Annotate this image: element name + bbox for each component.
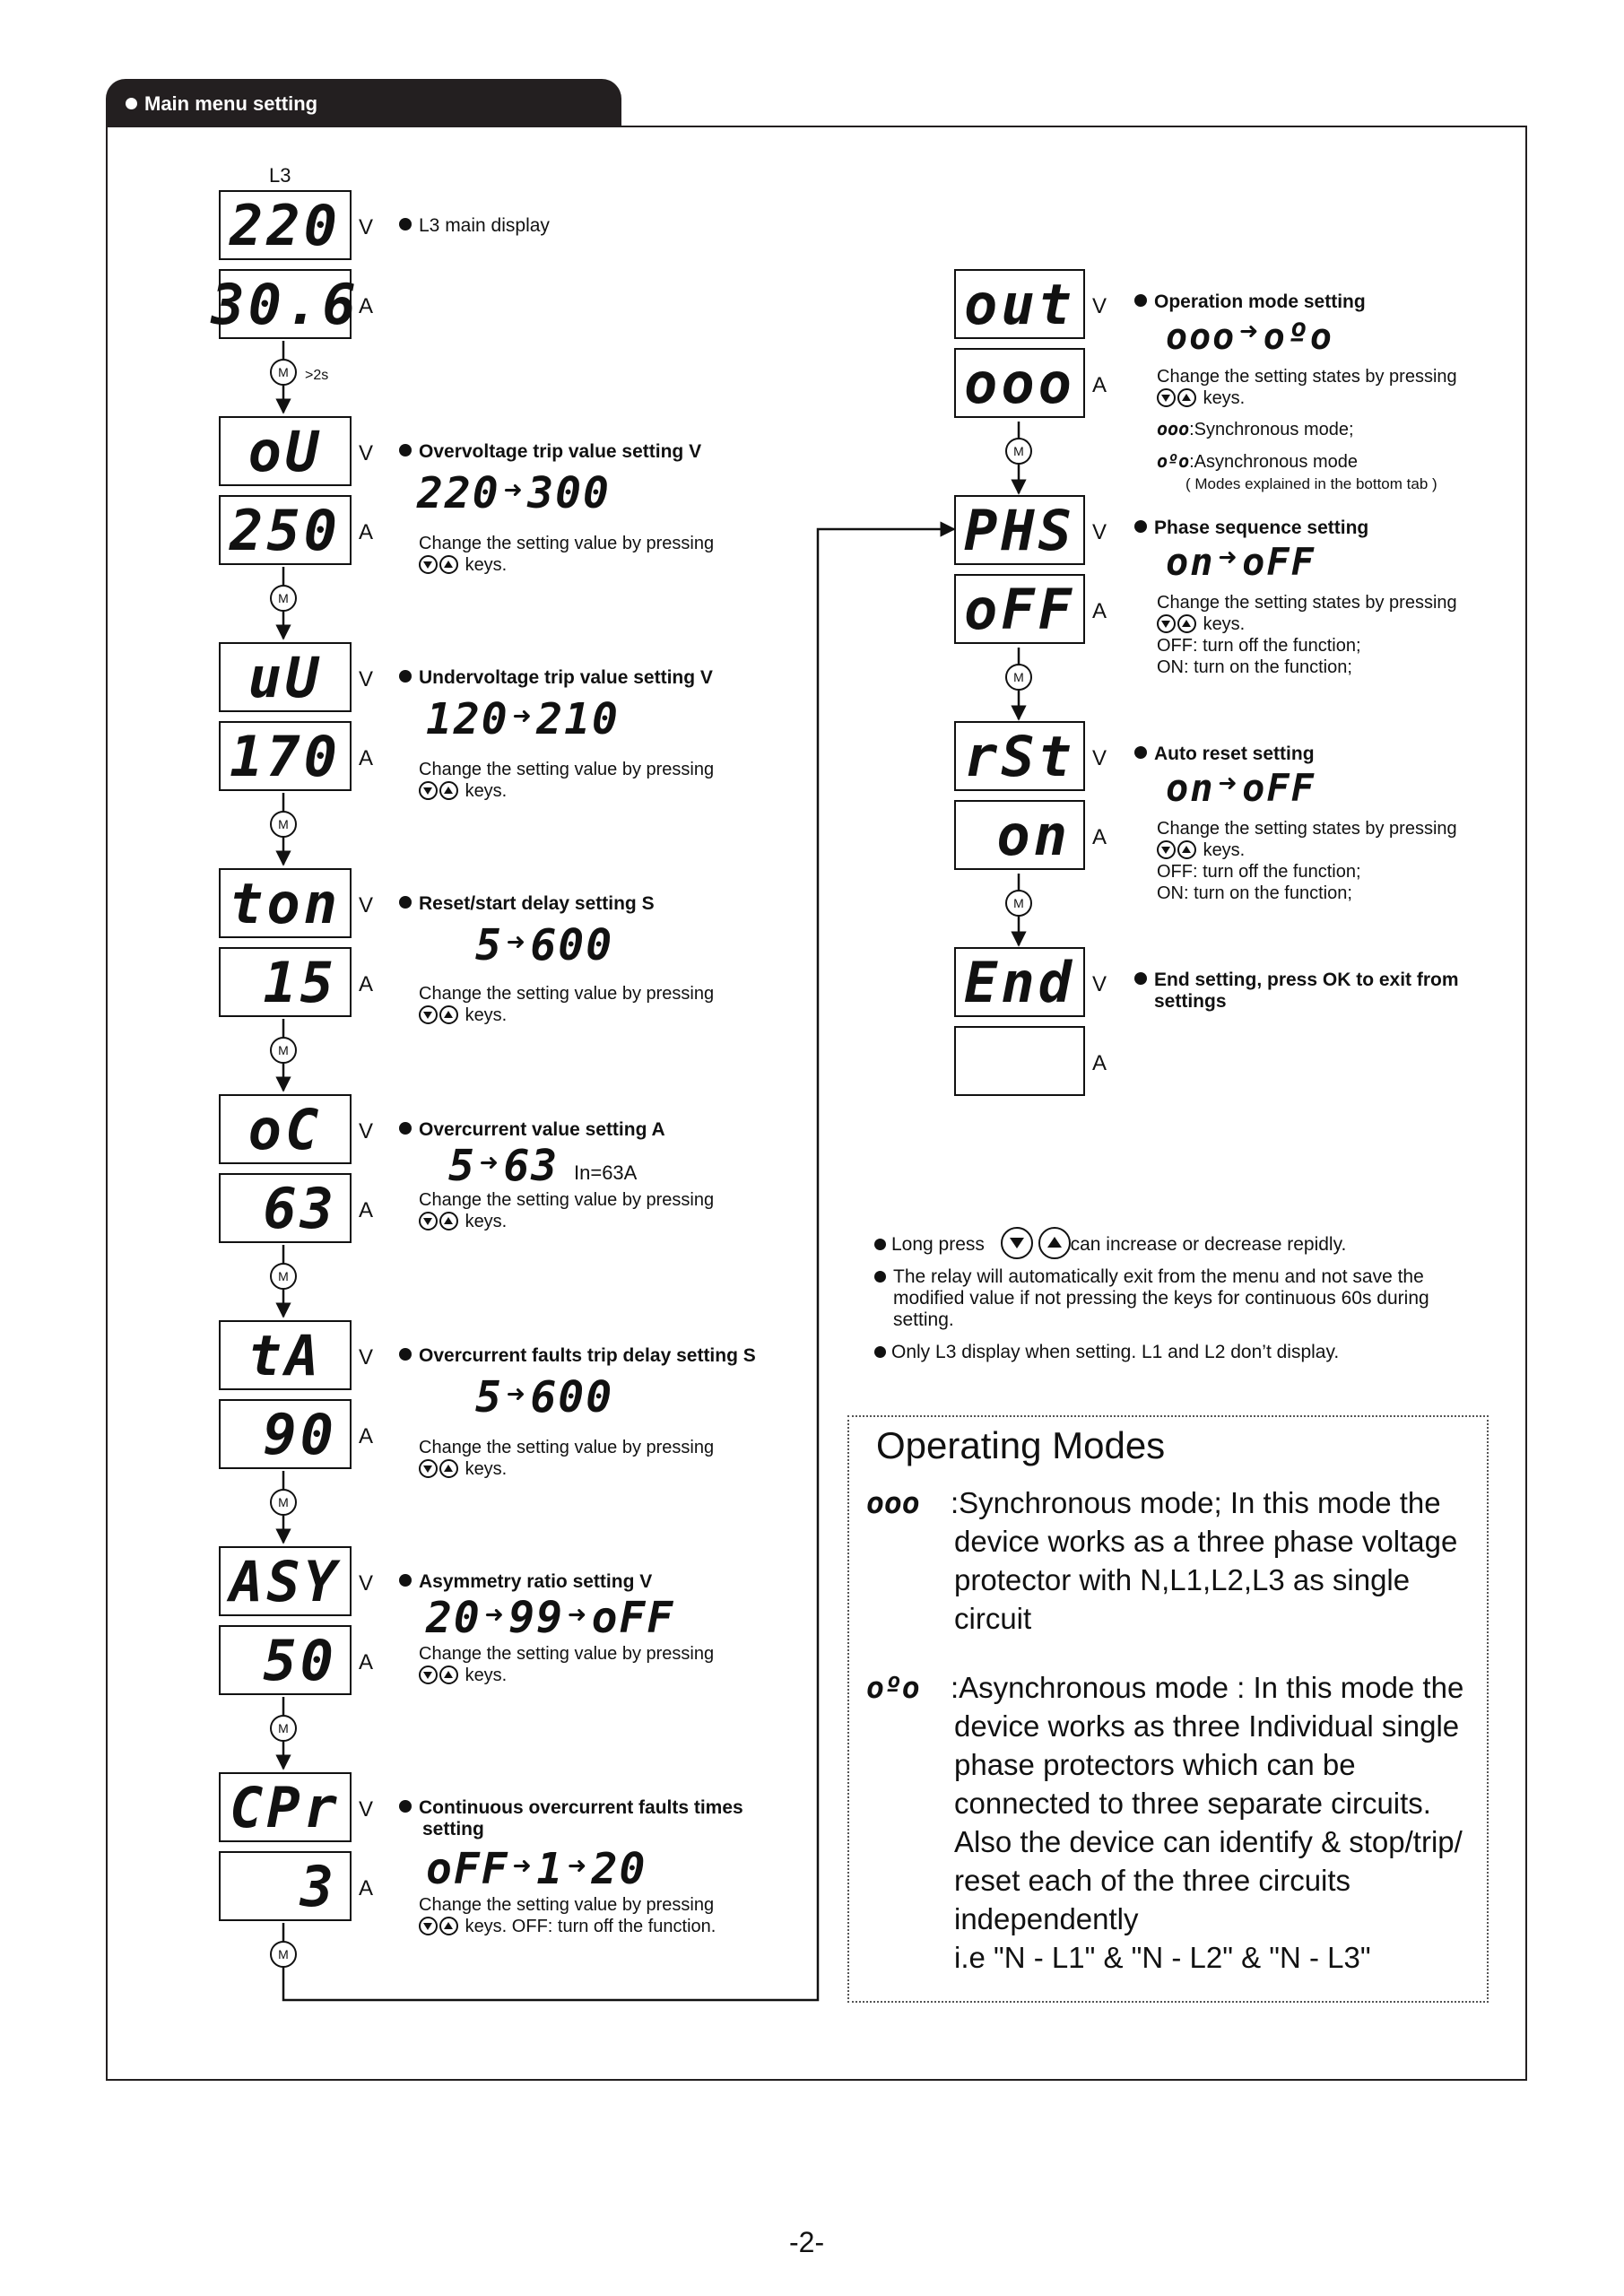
unit-a: A [359,294,374,318]
lcd-bottom-display: 90 [219,1399,352,1469]
lcd-bottom-display: 250 [219,495,352,565]
step-description: Change the setting value by pressing keys. [419,1644,715,1685]
unit-v: V [359,441,374,465]
step-description: Change the setting value by pressing keys. [419,1190,715,1231]
value-range: 20 ➜99 ➜oFF [426,1593,675,1643]
step-heading: Auto reset setting [1134,744,1315,765]
lcd-top-display: 220 [219,190,352,260]
unit-v: V [359,215,374,239]
step-description: Change the setting states by pressing keys. [1157,367,1457,408]
up-key-icon [439,1005,458,1024]
arrow-right-icon: ➜ [1218,540,1239,576]
step-heading: Continuous overcurrent faults times setting [399,1797,743,1840]
unit-a: A [359,746,374,770]
lcd-bottom-display: 50 [219,1625,352,1695]
m-key-icon: M [270,1037,297,1064]
lcd-bottom-display: oFF [954,574,1085,644]
lcd-top-display: rSt [954,721,1085,791]
unit-v: V [359,1571,374,1596]
bullet-icon [1134,746,1147,759]
arrow-right-icon: ➜ [1218,766,1239,802]
bullet-icon [1134,294,1147,307]
value-range: 5 ➜600 [475,1372,614,1422]
arrow-right-icon: ➜ [512,1848,534,1884]
sync-mode-icon: ooo [1157,418,1190,439]
lcd-top-display: uU [219,642,352,712]
arrow-right-icon: ➜ [506,925,527,961]
down-key-icon [1157,388,1176,407]
bullet-icon [399,1574,412,1587]
up-key-icon [439,1917,458,1935]
bullet-icon [1134,520,1147,533]
down-key-icon [419,1005,438,1024]
press-duration-note: >2s [305,368,329,383]
bullet-icon [874,1239,886,1250]
step-heading: Overvoltage trip value setting V [399,441,701,463]
step-heading: Reset/start delay setting S [399,893,655,915]
lcd-top-display: CPr [219,1772,352,1842]
bullet-icon [399,670,412,683]
mode-note: ( Modes explained in the bottom tab ) [1185,475,1437,492]
auto-exit-note: The relay will automatically exit from the menu and not save the modified value if not pressing the keys for continuous 60s during setting. [874,1266,1429,1331]
step-heading: Overcurrent faults trip delay setting S [399,1345,756,1367]
arrow-right-icon: ➜ [479,1145,500,1181]
step-description: Change the setting value by pressing keys. [419,1438,715,1479]
m-key-icon: M [1005,890,1032,917]
up-key-icon [439,1212,458,1231]
async-mode-description: :Asynchronous mode : In this mode the device works as three Individual single phase protectors which can be connected to three separate circuits. Also the device can identify & stop/trip/ reset each of the three circuits independently i.e "N - L1" & "N - L2" & "N - L3" [951,1671,1464,1974]
arrow-right-icon: ➜ [568,1848,588,1884]
lcd-top-display: tA [219,1320,352,1390]
unit-a: A [359,1876,374,1900]
lcd-top-display: oC [219,1094,352,1164]
down-key-icon [1157,614,1176,633]
up-key-icon [1177,840,1196,859]
mode-sync-line: ooo:Synchronous mode; [1157,418,1354,439]
lcd-bottom-display: ooo [954,348,1085,418]
arrow-right-icon: ➜ [484,1597,506,1633]
only-l3-note: Only L3 display when setting. L1 and L2 don’t display. [874,1342,1339,1363]
down-key-icon [419,1665,438,1684]
unit-a: A [359,1198,374,1222]
lcd-bottom-display: on [954,800,1085,870]
value-range: on ➜oFF [1166,540,1316,584]
lcd-top-display: End [954,947,1085,1017]
m-key-icon: M [270,1715,297,1742]
step-heading: Asymmetry ratio setting V [399,1571,652,1593]
m-key-icon: M [270,1489,297,1516]
arrow-right-icon: ➜ [512,699,534,735]
value-range: 220 ➜300 [417,468,611,518]
up-key-icon [1177,614,1196,633]
arrow-right-icon: ➜ [1239,314,1260,350]
down-key-icon [419,1212,438,1231]
unit-v: V [1092,746,1107,770]
unit-a: A [359,1650,374,1674]
operating-modes-title: Operating Modes [876,1424,1166,1466]
arrow-right-icon: ➜ [506,1377,527,1413]
page-number: -2- [789,2226,825,2258]
unit-a: A [1092,599,1107,623]
bullet-icon [399,218,412,230]
unit-a: A [359,520,374,544]
l3-label: L3 [269,164,291,187]
up-key-icon [1177,388,1196,407]
unit-v: V [359,1797,374,1822]
bullet-icon [399,1348,412,1361]
sync-mode-description: :Synchronous mode; In this mode the device works as a three phase voltage protector with N,L1,L2,L3 as single circuit [951,1486,1458,1635]
m-key-icon: M [270,1941,297,1968]
up-key-icon [1038,1227,1071,1259]
unit-a: A [1092,825,1107,849]
lcd-bottom-display [954,1026,1085,1096]
bullet-icon [399,1122,412,1135]
m-key-icon: M [270,585,297,612]
arrow-right-icon: ➜ [503,473,525,509]
value-range: 5 ➜63 [448,1141,560,1191]
step-heading: Undervoltage trip value setting V [399,667,713,689]
m-key-icon: M [270,811,297,838]
value-range: ooo ➜ oºo [1166,314,1333,358]
value-range: 5 ➜600 [475,920,614,970]
step-heading: Operation mode setting [1134,291,1366,313]
lcd-top-display: ASY [219,1546,352,1616]
async-mode-icon: oºo [866,1670,920,1705]
step-description: Change the setting value by pressing keys. OFF: turn off the function. [419,1895,716,1936]
lcd-top-display: PHS [954,495,1085,565]
value-range: 120 ➜210 [426,694,620,744]
unit-v: V [1092,972,1107,996]
step-description: Change the setting value by pressing keys. [419,760,715,801]
up-key-icon [439,781,458,800]
async-mode-icon: oºo [1157,450,1190,472]
up-key-icon [439,1459,458,1478]
lcd-bottom-display: 15 [219,947,352,1017]
lcd-bottom-display: 3 [219,1851,352,1921]
lcd-bottom-display: 170 [219,721,352,791]
bullet-icon [874,1346,886,1358]
step-heading: L3 main display [399,215,550,237]
bullet-icon [874,1271,886,1283]
lcd-bottom-display: 30.6 [219,269,352,339]
unit-v: V [1092,520,1107,544]
long-press-note: Long press can increase or decrease repidly. [874,1227,1346,1259]
arrow-right-icon: ➜ [568,1597,588,1633]
down-key-icon [419,555,438,574]
down-key-icon [419,1917,438,1935]
bullet-icon [1134,972,1147,985]
unit-a: A [1092,1051,1107,1075]
step-heading: Phase sequence setting [1134,517,1368,539]
up-key-icon [439,555,458,574]
step-heading: Overcurrent value setting A [399,1119,665,1141]
rated-current-note: In=63A [574,1161,638,1184]
unit-v: V [359,1345,374,1370]
down-key-icon [419,1459,438,1478]
lcd-top-display: out [954,269,1085,339]
m-key-icon: M [270,1263,297,1290]
bullet-icon [399,444,412,457]
step-description: Change the setting value by pressing keys. [419,534,715,575]
unit-a: A [359,1424,374,1448]
unit-v: V [359,667,374,691]
step-description: Change the setting states by pressing keys. OFF: turn off the function; ON: turn on the function; [1157,593,1457,677]
down-key-icon [1001,1227,1033,1259]
lcd-top-display: ton [219,868,352,938]
down-key-icon [1157,840,1176,859]
value-range: oFF ➜1 ➜20 [426,1844,647,1894]
value-range: on ➜oFF [1166,766,1316,810]
unit-v: V [1092,294,1107,318]
lcd-top-display: oU [219,416,352,486]
m-key-icon: M [270,359,297,386]
step-description: Change the setting value by pressing keys. [419,984,715,1025]
unit-a: A [359,972,374,996]
mode-async-line: oºo:Asynchronous mode [1157,450,1359,472]
bullet-icon [399,1800,412,1813]
down-key-icon [419,781,438,800]
section-title: Main menu setting [144,92,318,115]
unit-v: V [359,893,374,918]
m-key-icon: M [1005,664,1032,691]
bullet-icon [399,896,412,909]
unit-v: V [359,1119,374,1144]
m-key-icon: M [1005,438,1032,465]
unit-a: A [1092,373,1107,397]
up-key-icon [439,1665,458,1684]
step-description: Change the setting states by pressing keys. OFF: turn off the function; ON: turn on the function; [1157,819,1457,903]
sync-mode-icon: ooo [866,1485,920,1520]
step-heading: End setting, press OK to exit from settings [1134,970,1459,1013]
lcd-bottom-display: 63 [219,1173,352,1243]
